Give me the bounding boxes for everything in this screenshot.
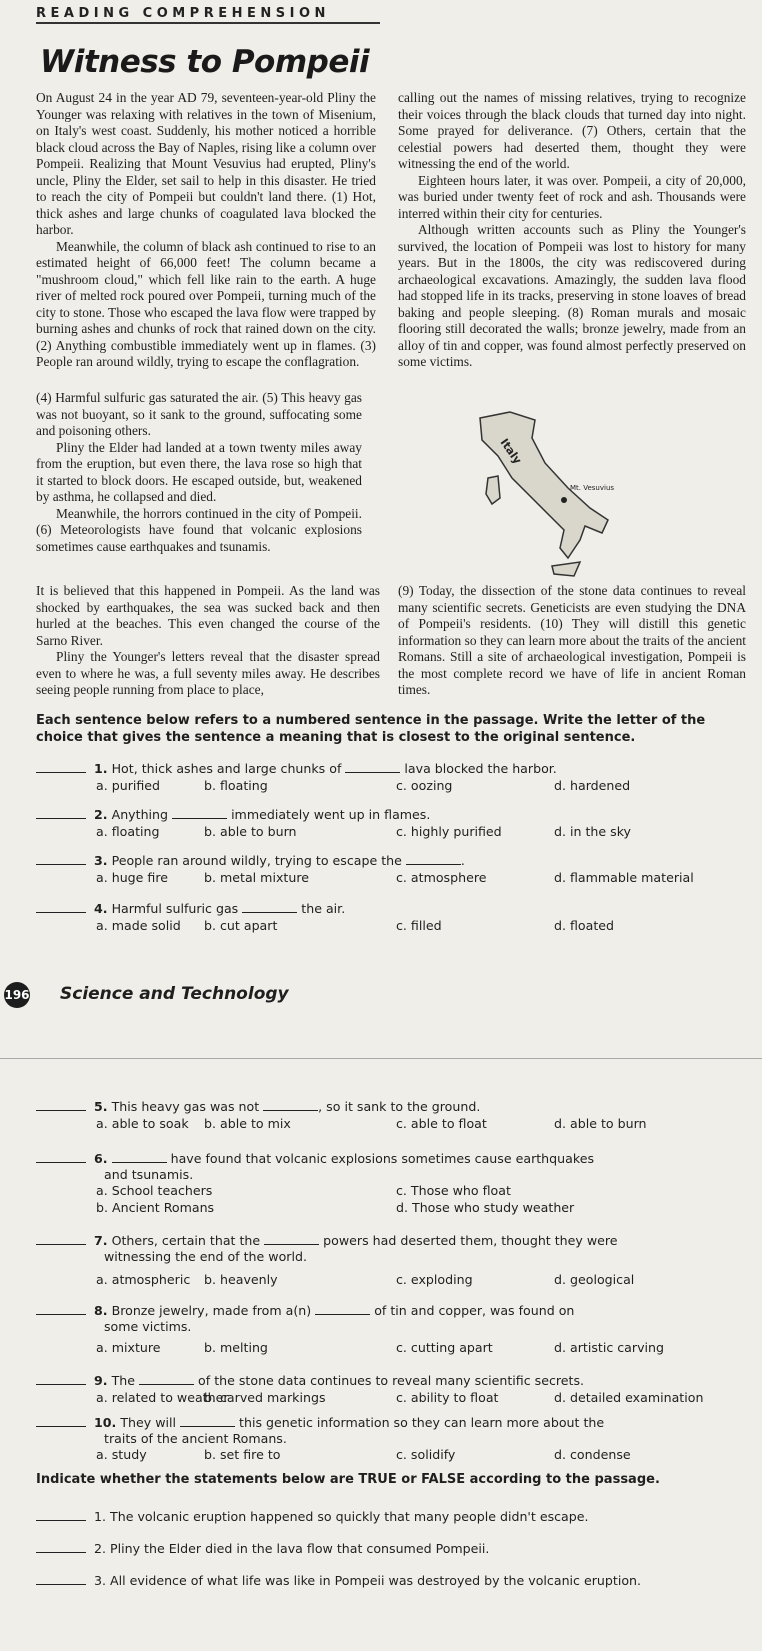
paragraph: Eighteen hours later, it was over. Pompeii, a city of 20,000, was buried under twenty feet of rock and ash. Thousands were interred within their city for centuries. xyxy=(398,172,746,221)
paragraph: On August 24 in the year AD 79, seventeen-year-old Pliny the Younger was relaxing with relatives in the town of Misenium, on Italy's west coast. Suddenly, his mother noticed a horrible black cloud across the Bay of Naples, rising like a column over Pompeii. Realizing that Mount Vesuvius had erupted, Pliny's uncle, Pliny the Elder, set sail to help in this disaster. He tried to reach the city of Pompeii but couldn't land there. (1) Hot, thick ashes and large chunks of coagulated lava blocked the harbor. xyxy=(36,90,376,237)
map-label-italy: Italy xyxy=(497,436,525,467)
question-8: 8. Bronze jewelry, made from a(n) of tin and copper, was found on some victims. a. mixture b. melting c. cutting apart d. artistic carving xyxy=(36,1302,736,1358)
answer-blank[interactable] xyxy=(36,1540,86,1553)
vesuvius-marker xyxy=(561,497,567,503)
tf-item-1: 1. The volcanic eruption happened so quickly that many people didn't escape. xyxy=(36,1508,589,1524)
map-label-vesuvius: Mt. Vesuvius xyxy=(570,484,615,492)
passage-bottom-left xyxy=(36,583,380,699)
paragraph: Pliny the Elder had landed at a town twenty miles away from the eruption, but even there, the lava rose so high that it started to block doors. He escaped outside, but, weakened by asthma, he collapsed and died. xyxy=(36,439,362,504)
passage-column-1 xyxy=(36,90,376,371)
question-9: 9. The of the stone data continues to reveal many scientific secrets. a. related to weather b. carved markings c. ability to float d. detailed examination xyxy=(36,1372,736,1408)
passage-column-2 xyxy=(398,90,746,371)
answer-blank[interactable] xyxy=(36,1372,86,1385)
question-10: 10. They will this genetic information so they can learn more about the traits of the ancient Romans. a. study b. set fire to c. solidify d. condense xyxy=(36,1414,736,1465)
answer-blank[interactable] xyxy=(36,1414,86,1427)
header-rule xyxy=(36,22,380,24)
question-3: 3. People ran around wildly, trying to escape the . a. huge fire b. metal mixture c. atmosphere d. flammable material xyxy=(36,852,736,888)
paragraph: (9) Today, the dissection of the stone data continues to reveal many scientific secrets. Geneticists are even studying the DNA of Pompeii's residents. (10) They will distill this genetic information so they can learn more about the traits of the ancient Romans. Still a site of archaeological investigation, Pompeii is the most complete record we have of life in ancient Roman times. xyxy=(398,583,746,697)
paragraph: Although written accounts such as Pliny the Younger's survived, the location of Pompeii was lost to history for many years. But in the 1800s, the city was rediscovered during archaeological excavations. Amazingly, the sudden lava flood had stopped life in its tracks, preserving in stone loaves of bread baking and people sleeping. (8) Roman murals and mosaic flooring still decorated the walls; bronze jewelry, made from an alloy of tin and copper, was found almost perfectly preserved on some victims. xyxy=(398,222,746,369)
question-5: 5. This heavy gas was not , so it sank to the ground. a. able to soak b. able to mix c. able to float d. able to burn xyxy=(36,1098,736,1134)
paragraph: calling out the names of missing relatives, trying to recognize their voices through the black clouds that turned day into night. Some prayed for deliverance. (7) Others, certain that the celestial powers had deserted them, thought they were witnessing the end of the world. xyxy=(398,90,746,171)
italy-map xyxy=(440,408,640,580)
sardinia-shape xyxy=(486,476,500,504)
answer-blank[interactable] xyxy=(36,760,86,773)
answer-blank[interactable] xyxy=(36,1232,86,1245)
answer-blank[interactable] xyxy=(36,1572,86,1585)
paragraph: It is believed that this happened in Pompeii. As the land was shocked by earthquakes, the sea was sucked back and then hurled at the beaches. This even changed the course of the Sarno River. xyxy=(36,583,380,648)
section-title: Science and Technology xyxy=(60,984,289,1004)
question-2: 2. Anything immediately went up in flames. a. floating b. able to burn c. highly purified d. in the sky xyxy=(36,806,736,842)
answer-blank[interactable] xyxy=(36,900,86,913)
sicily-shape xyxy=(552,562,580,576)
page-break-divider xyxy=(0,1058,762,1059)
answer-blank[interactable] xyxy=(36,1150,86,1163)
paragraph: Meanwhile, the horrors continued in the city of Pompeii. (6) Meteorologists have found that volcanic explosions sometimes cause earthquakes and tsunamis. xyxy=(36,505,362,554)
passage-column-1b xyxy=(36,390,362,555)
page-number: 196 xyxy=(4,982,30,1008)
question-7: 7. Others, certain that the powers had deserted them, thought they were witnessing the end of the world. a. atmospheric b. heavenly c. exploding d. geological xyxy=(36,1232,736,1290)
passage-bottom-right xyxy=(398,583,746,699)
question-6: 6. have found that volcanic explosions sometimes cause earthquakes and tsunamis. a. School teachers c. Those who float b. Ancient Romans d. Those who study weather xyxy=(36,1150,736,1217)
paragraph: Meanwhile, the column of black ash continued to rise to an estimated height of 66,000 feet! The column became a "mushroom cloud," which fell like rain to the earth. A huge river of melted rock poured over Pompeii, turning much of the city to stone. Those who escaped the lava flow were trapped by burning ashes and chunks of rock that rained down on the city. (2) Anything combustible immediately went up in flames. (3) People ran around wildly, trying to escape the conflagration. xyxy=(36,238,376,369)
answer-blank[interactable] xyxy=(36,1508,86,1521)
answer-blank[interactable] xyxy=(36,1098,86,1111)
directions: Each sentence below refers to a numbered sentence in the passage. Write the letter of the choice that gives the sentence a meaning that is closest to the original sentence. xyxy=(36,713,706,745)
page-footer xyxy=(0,978,762,1056)
paragraph: (4) Harmful sulfuric gas saturated the air. (5) This heavy gas was not buoyant, so it sank to the ground, suffocating some and poisoning others. xyxy=(36,390,362,438)
tf-item-3: 3. All evidence of what life was like in Pompeii was destroyed by the volcanic eruption. xyxy=(36,1572,641,1588)
question-1: 1. Hot, thick ashes and large chunks of lava blocked the harbor. a. purified b. floating c. oozing d. hardened xyxy=(36,760,736,796)
answer-blank[interactable] xyxy=(36,806,86,819)
answer-blank[interactable] xyxy=(36,1302,86,1315)
true-false-directions: Indicate whether the statements below are TRUE or FALSE according to the passage. xyxy=(36,1472,660,1487)
answer-blank[interactable] xyxy=(36,852,86,865)
question-4: 4. Harmful sulfuric gas the air. a. made solid b. cut apart c. filled d. floated xyxy=(36,900,736,936)
page-title: Witness to Pompeii xyxy=(40,44,370,80)
tf-item-2: 2. Pliny the Elder died in the lava flow that consumed Pompeii. xyxy=(36,1540,489,1556)
section-label: READING COMPREHENSION xyxy=(36,6,330,21)
paragraph: Pliny the Younger's letters reveal that the disaster spread even to where he was, a full seventy miles away. He describes seeing people running from place to place, xyxy=(36,649,380,697)
